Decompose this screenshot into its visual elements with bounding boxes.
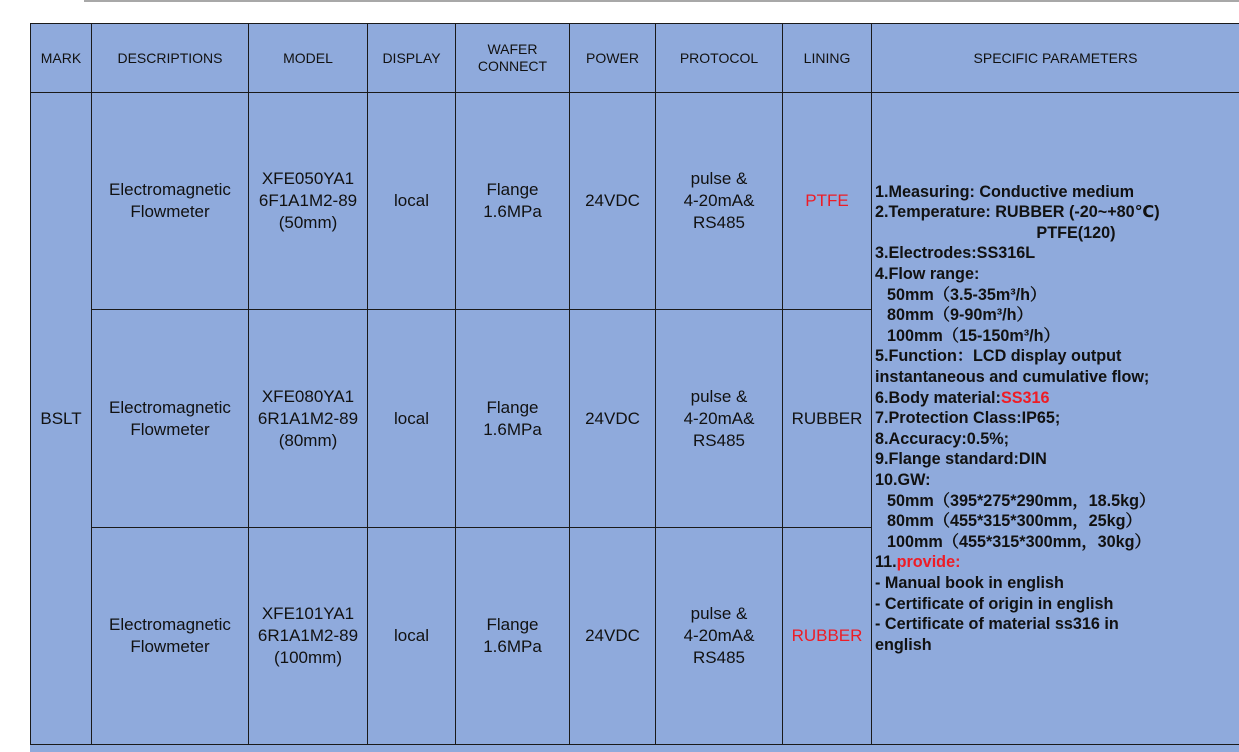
model-line: XFE050YA1 (261, 169, 355, 188)
protocol-line: pulse & (690, 386, 748, 406)
protocol-line: pulse & (690, 604, 748, 623)
param-line: instantaneous and cumulative flow; (875, 368, 1150, 387)
param-line: 80mm（9-90m³/h） (887, 306, 1033, 325)
header-lining: LINING (783, 24, 872, 93)
lining-cell: PTFE (783, 93, 872, 310)
param-line: 50mm（3.5-35m³/h） (887, 285, 1047, 304)
protocol-line: 4-20mA& (683, 626, 755, 645)
param-line: 1.Measuring: Conductive medium (875, 182, 1135, 201)
wafer-connect-cell (456, 310, 570, 528)
wafer-connect-cell (456, 528, 570, 745)
wafer-line: 1.6MPa (483, 637, 542, 656)
header-mark: MARK (31, 24, 92, 93)
wafer-line: Flange (486, 180, 539, 199)
protocol-line: RS485 (693, 648, 745, 667)
param-line: - Manual book in english (875, 573, 1064, 592)
header-wafer-connect-label: WAFER CONNECT (477, 41, 548, 74)
description-cell (92, 93, 249, 310)
top-rule (84, 0, 1239, 2)
param-line: PTFE(120) (1036, 223, 1116, 242)
param-line: 5.Function：LCD display output (875, 347, 1122, 366)
param-highlight: provide: (896, 553, 961, 572)
spec-table-container (30, 23, 1239, 752)
header-model: MODEL (249, 24, 368, 93)
wafer-line: 1.6MPa (483, 419, 542, 439)
header-wafer-connect (456, 24, 570, 93)
protocol-line: 4-20mA& (683, 191, 755, 210)
protocol-cell (656, 310, 783, 528)
model-cell (249, 528, 368, 745)
param-line: 10.GW: (875, 470, 931, 489)
param-line: 80mm（455*315*300mm，25kg） (887, 512, 1142, 531)
param-line (875, 552, 1237, 573)
param-text: 6.Body material: (875, 388, 1001, 407)
lining-cell: RUBBER (783, 310, 872, 528)
model-cell (249, 310, 368, 528)
param-text: 11. (875, 553, 897, 572)
param-line: 50mm（395*275*290mm，18.5kg） (887, 491, 1156, 510)
spec-table (30, 23, 1239, 745)
param-line: 4.Flow range: (875, 265, 980, 284)
header-protocol: PROTOCOL (656, 24, 783, 93)
param-line: english (875, 635, 932, 654)
header-display: DISPLAY (368, 24, 456, 93)
protocol-line: RS485 (693, 213, 745, 232)
header-descriptions: DESCRIPTIONS (92, 24, 249, 93)
param-line: 9.Flange standard:DIN (875, 450, 1047, 469)
description-text: Electromagnetic Flowmeter (109, 180, 231, 221)
param-line: 8.Accuracy:0.5%; (875, 429, 1010, 448)
param-line: - Certificate of material ss316 in (875, 615, 1119, 634)
param-highlight: SS316 (1000, 388, 1050, 407)
model-line: (100mm) (273, 648, 342, 667)
description-cell (92, 528, 249, 745)
model-line: 6R1A1M2-89 (257, 408, 359, 428)
header-power: POWER (570, 24, 656, 93)
protocol-cell (656, 93, 783, 310)
wafer-line: 1.6MPa (483, 202, 542, 221)
model-line: (50mm) (278, 213, 338, 232)
header-specific-parameters: SPECIFIC PARAMETERS (872, 24, 1239, 93)
protocol-line: RS485 (693, 430, 745, 450)
wafer-line: Flange (486, 397, 539, 417)
protocol-cell (656, 528, 783, 745)
param-line (875, 388, 1237, 409)
param-line: 7.Protection Class:IP65; (875, 409, 1061, 428)
model-line: XFE080YA1 (261, 386, 355, 406)
display-cell: local (368, 528, 456, 745)
protocol-line: pulse & (690, 169, 748, 188)
model-line: 6F1A1M2-89 (258, 191, 358, 210)
param-line: 2.Temperature: RUBBER (-20~+80℃) (875, 203, 1160, 222)
param-line: - Certificate of origin in english (875, 594, 1114, 613)
model-cell (249, 93, 368, 310)
param-line: 100mm（15-150m³/h） (887, 326, 1060, 345)
table-row (31, 93, 1239, 310)
param-line: 100mm（455*315*300mm，30kg） (887, 532, 1151, 551)
wafer-line: Flange (486, 615, 539, 634)
model-line: XFE101YA1 (261, 604, 355, 623)
power-cell: 24VDC (570, 528, 656, 745)
header-row (31, 24, 1239, 93)
specific-parameters-cell (872, 93, 1239, 745)
description-text: Electromagnetic Flowmeter (109, 615, 231, 656)
description-text: Electromagnetic Flowmeter (109, 397, 231, 439)
mark-cell: BSLT (31, 93, 92, 745)
display-cell: local (368, 93, 456, 310)
lining-cell: RUBBER (783, 528, 872, 745)
protocol-line: 4-20mA& (683, 408, 755, 428)
power-cell: 24VDC (570, 310, 656, 528)
model-line: (80mm) (278, 430, 338, 450)
wafer-connect-cell (456, 93, 570, 310)
model-line: 6R1A1M2-89 (257, 626, 359, 645)
display-cell: local (368, 310, 456, 528)
description-cell (92, 310, 249, 528)
param-line: 3.Electrodes:SS316L (875, 244, 1036, 263)
power-cell: 24VDC (570, 93, 656, 310)
